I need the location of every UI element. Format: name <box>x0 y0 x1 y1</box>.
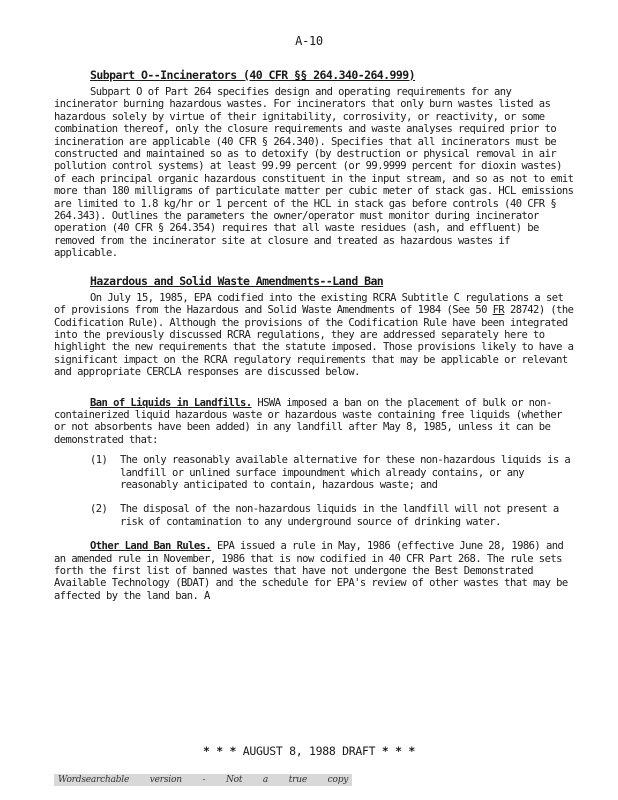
paragraph-land-ban-part2: 28742) (the Codification Rule). Although the provisions of the Codification Rule have been integrated into the previously discussed RCRA regulations, they are addressed separately here to highlight the new requirements that the statute imposed. Those provisions likely to have a significant impact on the RCRA regulatory requirements that may be applicable or relevant and appropriate CERCLA responses are discussed below. <box>54 304 574 379</box>
list-item-number: (1) <box>90 454 108 467</box>
conditions-list <box>54 454 574 528</box>
list-item <box>54 454 574 491</box>
paragraph-land-ban-part1: On July 15, 1985, EPA codified into the existing RCRA Subtitle C regulations a set of provisions from the Hazardous and Solid Waste Amendments of 1984 (See 50 <box>54 291 564 317</box>
draft-stars-left: * * * <box>203 744 237 758</box>
document-body <box>54 66 574 602</box>
list-item-text: The disposal of the non-hazardous liquids in the landfill will not present a risk of contamination to any underground source of drinking water. <box>120 503 559 528</box>
draft-label: AUGUST 8, 1988 DRAFT <box>242 744 376 758</box>
paragraph-land-ban <box>54 292 574 379</box>
section-heading-land-ban: Hazardous and Solid Waste Amendments--Land Ban <box>90 273 384 288</box>
paragraph-liquids-text: HSWA imposed a ban on the placement of bulk or non-containerized liquid hazardous waste or hazardous waste containing free liquids (whether or not absorbents have been added) in any landfill after May 8, 1985, unless it can be demonstrated that: <box>54 396 562 446</box>
paragraph-incinerators: Subpart O of Part 264 specifies design and operating requirements for any incinerator burning hazardous wastes. For incinerators that only burn wastes listed as hazardous solely by virtue of their ignitability, corrosivity, or reactivity, or some combination thereof, only the closure requirements and waste analyses required prior to incineration are applicable (40 CFR § 264.340). Specifies that all incinerators must be constructed and maintained so as to detoxify (by destruction or physical removal in air pollution control systems) at least 99.99 percent (or 99.9999 percent for dioxin wastes) of each principal organic hazardous constituent in the input stream, and so as not to emit more than 180 milligrams of particulate matter per cubic meter of stack gas. HCL emissions are limited to 1.8 kg/hr or 1 percent of the HCL in stack gas before controls (40 CFR § 264.343). Outlines the parameters the owner/operator must monitor during incinerator operation (40 CFR § 264.354) requires that all waste residues (ash, and effluent) be removed from the incinerator site at closure and treated as hazardous wastes if applicable. <box>54 86 574 260</box>
paragraph-liquids-ban <box>54 397 574 447</box>
inline-heading-other-land-ban: Other Land Ban Rules. <box>90 540 212 553</box>
federal-register-abbrev: FR <box>492 304 505 317</box>
draft-stars-right: * * * <box>381 744 415 758</box>
footer-disclaimer: Wordsearchable version - Not a true copy <box>54 774 352 786</box>
paragraph-other-land-ban-text: EPA issued a rule in May, 1986 (effective June 28, 1986) and an amended rule in November, 1986 that is now codified in 40 CFR Part 268. The rule sets forth the first list of banned wastes that have not undergone the Best Demonstrated Available Technology (BDAT) and the schedule for EPA's review of other wastes that may be affected by the land ban. A <box>54 540 568 602</box>
draft-banner <box>0 744 618 758</box>
section-heading-incinerators: Subpart O--Incinerators (40 CFR §§ 264.340-264.999) <box>90 68 416 82</box>
list-item-number: (2) <box>90 503 108 516</box>
inline-heading-liquids: Ban of Liquids in Landfills. <box>90 396 252 409</box>
paragraph-other-land-ban <box>54 540 574 602</box>
page-number: A-10 <box>295 34 323 48</box>
list-item <box>54 503 574 528</box>
list-item-text: The only reasonably available alternative for these non-hazardous liquids is a landfill or unlined surface impoundment which already contains, or any reasonably anticipated to contain, hazardous waste; and <box>120 454 571 491</box>
